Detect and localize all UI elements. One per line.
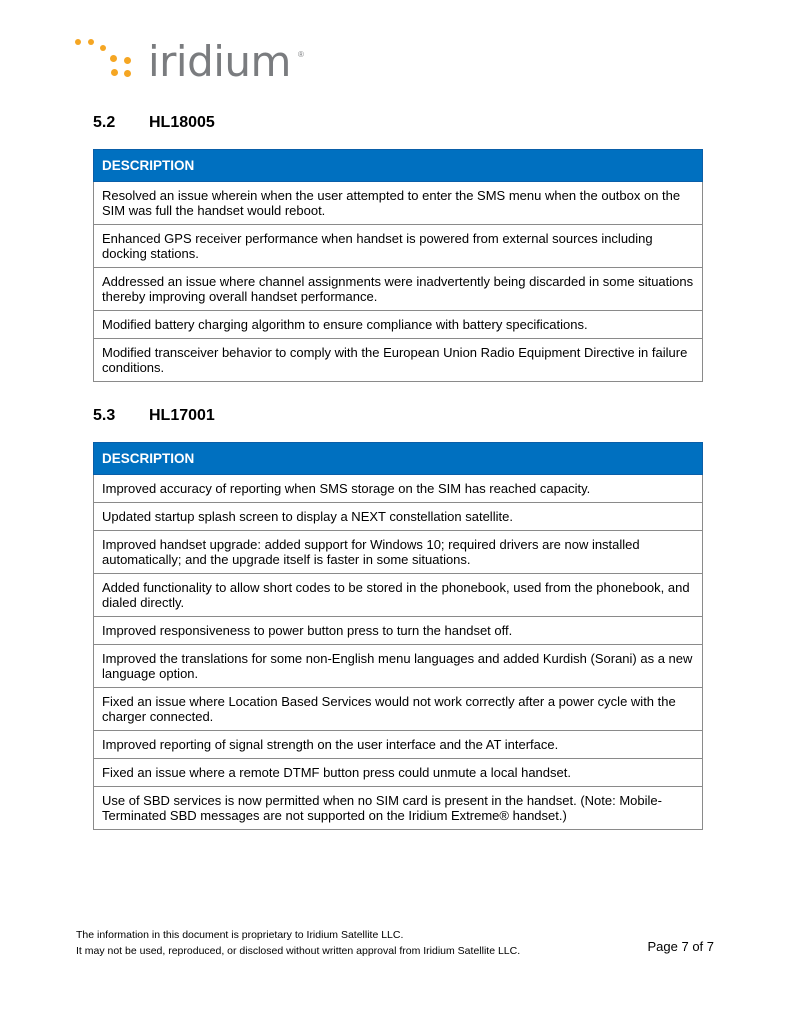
section-title: HL17001	[149, 407, 215, 424]
logo-registered-mark: ®	[298, 50, 304, 59]
footer-disclaimer	[76, 927, 520, 959]
section-title: HL18005	[149, 114, 215, 131]
table-cell: Addressed an issue where channel assignments were inadvertently being discarded in some situations thereby improving overall handset performance.	[94, 268, 703, 311]
table-cell: Resolved an issue wherein when the user attempted to enter the SMS menu when the outbox on the SIM was full the handset would reboot.	[94, 182, 703, 225]
logo-wordmark: iridium	[148, 37, 291, 86]
section-heading-5-3	[93, 407, 215, 425]
table-row	[94, 688, 703, 731]
section-heading-5-2	[93, 114, 215, 132]
table-cell: Updated startup splash screen to display a NEXT constellation satellite.	[94, 503, 703, 531]
table-header: DESCRIPTION	[94, 150, 703, 182]
description-table-hl17001	[93, 442, 703, 830]
table-row	[94, 574, 703, 617]
iridium-logo	[72, 36, 312, 86]
table-row	[94, 787, 703, 830]
table-cell: Use of SBD services is now permitted when no SIM card is present in the handset. (Note: Mobile-Terminated SBD messages are not supported on the Iridium Extreme® handset.)	[94, 787, 703, 830]
table-cell: Enhanced GPS receiver performance when handset is powered from external sources including docking stations.	[94, 225, 703, 268]
table-row	[94, 225, 703, 268]
table-cell: Improved reporting of signal strength on the user interface and the AT interface.	[94, 731, 703, 759]
table-cell: Added functionality to allow short codes to be stored in the phonebook, used from the phonebook, and dialed directly.	[94, 574, 703, 617]
table-cell: Improved handset upgrade: added support for Windows 10; required drivers are now installed automatically; and the upgrade itself is faster in some situations.	[94, 531, 703, 574]
logo-dots-icon	[72, 36, 152, 86]
table-row	[94, 759, 703, 787]
table-cell: Fixed an issue where a remote DTMF button press could unmute a local handset.	[94, 759, 703, 787]
table-row	[94, 645, 703, 688]
table-row	[94, 339, 703, 382]
table-row	[94, 531, 703, 574]
table-cell: Improved the translations for some non-English menu languages and added Kurdish (Sorani) as a new language option.	[94, 645, 703, 688]
table-cell: Improved responsiveness to power button press to turn the handset off.	[94, 617, 703, 645]
table-row	[94, 311, 703, 339]
table-row	[94, 268, 703, 311]
footer-line-1: The information in this document is proprietary to Iridium Satellite LLC.	[76, 929, 404, 941]
table-cell: Modified battery charging algorithm to ensure compliance with battery specifications.	[94, 311, 703, 339]
section-number: 5.2	[93, 114, 116, 131]
table-row	[94, 182, 703, 225]
table-cell: Fixed an issue where Location Based Services would not work correctly after a power cycle with the charger connected.	[94, 688, 703, 731]
table-row	[94, 475, 703, 503]
table-row	[94, 731, 703, 759]
page-number: Page 7 of 7	[647, 939, 714, 954]
section-number: 5.3	[93, 407, 116, 424]
footer-line-2: It may not be used, reproduced, or disclosed without written approval from Iridium Satellite LLC.	[76, 945, 521, 957]
table-cell: Modified transceiver behavior to comply with the European Union Radio Equipment Directive in failure conditions.	[94, 339, 703, 382]
table-row	[94, 503, 703, 531]
table-cell: Improved accuracy of reporting when SMS storage on the SIM has reached capacity.	[94, 475, 703, 503]
table-header: DESCRIPTION	[94, 443, 703, 475]
description-table-hl18005	[93, 149, 703, 382]
table-row	[94, 617, 703, 645]
